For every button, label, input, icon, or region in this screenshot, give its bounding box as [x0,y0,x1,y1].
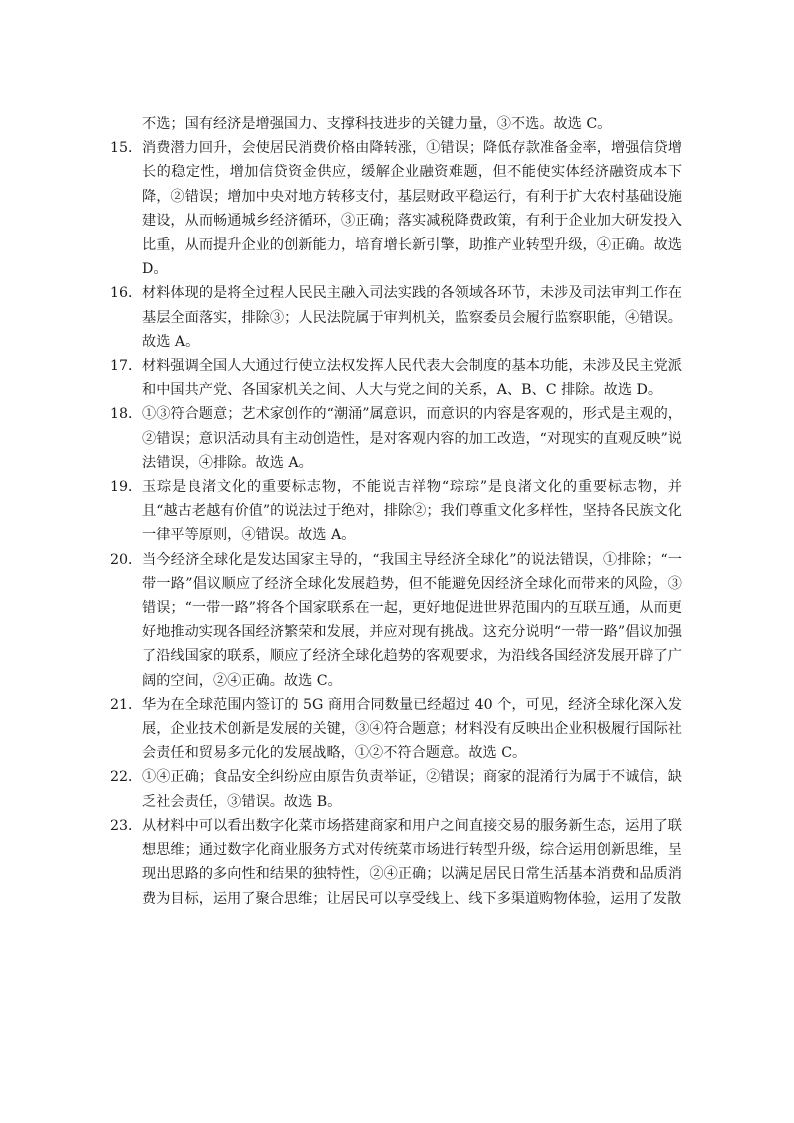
answer-list [110,112,682,911]
item-text: 不选；国有经济是增强国力、支撑科技进步的关键力量，③不选。故选 C。 [142,116,612,132]
answer-item-21 [110,693,682,766]
answer-item-19 [110,475,682,548]
item-number: 16． [110,285,143,302]
item-number: 22． [110,769,143,786]
answer-item-20 [110,548,682,693]
item-text: 从材料中可以看出数字化菜市场搭建商家和用户之间直接交易的服务新生态，运用了联想思维；通过数字化商业服务方式对传统菜市场进行转型升级，综合运用创新思维，呈现出思路的多向性和结果的独特性，②④正确；以满足居民日常生活基本消费和品质消费为目标，运用了聚合思维；让居民可以享受线上、线下多渠道购物体验，运用了发散 [142,817,682,907]
item-number: 19． [110,479,143,496]
item-number: 18． [110,406,143,423]
answer-item-16 [110,281,682,354]
item-number: 21． [110,696,143,713]
item-text: ①③符合题意；艺术家创作的“潮涌”属意识，而意识的内容是客观的，形式是主观的，②错误；意识活动具有主动创造性，是对客观内容的加工改造，“对现实的直观反映”说法错误，④排除。故选 A。 [142,406,682,471]
answer-item-15 [110,136,682,281]
item-number: 23． [110,817,143,834]
item-text: 材料体现的是将全过程人民民主融入司法实践的各领域各环节，未涉及司法审判工作在基层全面落实，排除③；人民法院属于审判机关，监察委员会履行监察职能，④错误。故选 A。 [142,285,682,350]
item-text: 当今经济全球化是发达国家主导的，“我国主导经济全球化”的说法错误，①排除；“一带一路”倡议顺应了经济全球化发展趋势，但不能避免因经济全球化而带来的风险，③错误；“一带一路”将各个国家联系在一起，更好地促进世界范围内的互联互通，从而更好地推动实现各国经济繁荣和发展，并应对现有挑战。这充分说明“一带一路”倡议加强了沿线国家的联系，顺应了经济全球化趋势的客观要求，为沿线各国经济发展开辟了广阔的空间，②④正确。故选 C。 [142,551,682,689]
item-number: 15． [110,140,143,157]
item-text: ①④正确；食品安全纠纷应由原告负责举证，②错误；商家的混淆行为属于不诚信，缺乏社会责任，③错误。故选 B。 [142,769,682,810]
item-text: 材料强调全国人大通过行使立法权发挥人民代表大会制度的基本功能，未涉及民主党派和中国共产党、各国家机关之间、人大与党之间的关系，A、B、C 排除。故选 D。 [142,358,682,399]
item-text: 华为在全球范围内签订的 5G 商用合同数量已经超过 40 个，可见，经济全球化深入发展，企业技术创新是发展的关键，③④符合题意；材料没有反映出企业积极履行国际社会责任和贸易多元化的发展战略，①②不符合题意。故选 C。 [142,696,682,762]
answer-item-23 [110,814,682,911]
answer-item-22 [110,765,682,813]
answer-item-14-continued [110,112,682,136]
item-text: 玉琮是良渚文化的重要标志物，不能说吉祥物“琮琮”是良渚文化的重要标志物，并且“越古老越有价值”的说法过于绝对，排除②；我们尊重文化多样性，坚持各民族文化一律平等原则，④错误。故选 A。 [142,479,682,544]
item-text: 消费潜力回升，会使居民消费价格由降转涨，①错误；降低存款准备金率，增强信贷增长的稳定性，增加信贷资金供应，缓解企业融资难题，但不能使实体经济融资成本下降，②错误；增加中央对地方转移支付，基层财政平稳运行，有利于扩大农村基础设施建设，从而畅通城乡经济循环，③正确；落实减税降费政策，有利于企业加大研发投入比重，从而提升企业的创新能力，培育增长新引擎，助推产业转型升级，④正确。故选 D。 [142,140,682,278]
answer-item-17 [110,354,682,402]
item-number: 17． [110,358,143,375]
item-number: 20． [110,551,143,568]
answer-item-18 [110,402,682,475]
